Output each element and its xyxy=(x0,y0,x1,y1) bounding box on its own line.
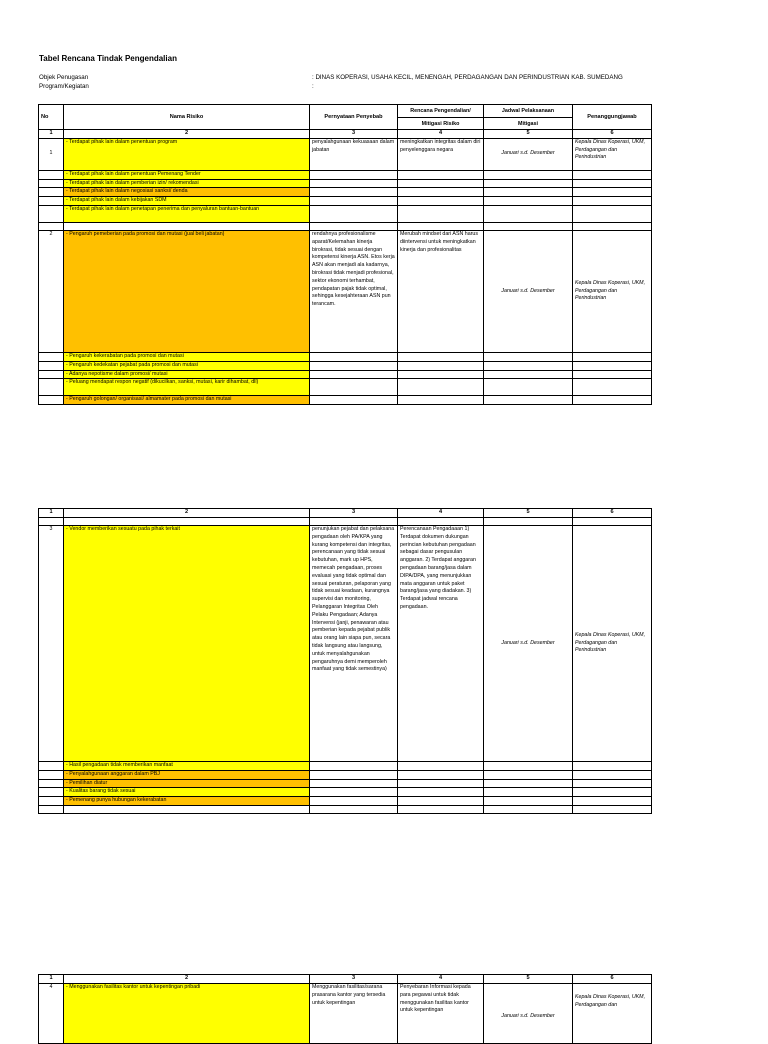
risk-number: 2 xyxy=(39,230,64,352)
colnum: 5 xyxy=(484,130,573,139)
header-rencana-2: Mitigasi Risiko xyxy=(398,118,484,130)
risk-item: - Vendor memberikan sesuatu pada pihak terkait xyxy=(64,526,310,762)
colnum: 3 xyxy=(310,130,398,139)
rencana-cell: Perencanaan Pengadaaan 1) Terdapat dokumen dukungan perincian kebutuhan pengadaan sebagai dasar pengusulan anggaran. 2) Terdapat anggaran pengadaan barang/jasa dalam DIPA/DPA, yang menunjukkan mata anggaran untuk paket barang/jasa yang diadakan. 3) Terdapat jadwal rencana pengadaan. xyxy=(398,526,484,762)
header-rencana-1: Rencana Pengendalian/ xyxy=(398,105,484,118)
table-row xyxy=(39,361,652,370)
penanggungjawab-cell: Kepala Dinas Koperasi, UKM, Perdagangan dan Perindustrian xyxy=(573,138,652,170)
table-row xyxy=(39,197,652,206)
table-row xyxy=(39,222,652,230)
colnum: 2 xyxy=(64,975,310,984)
header-penyebab: Pernyataan Penyebab xyxy=(310,105,398,130)
header-jadwal-2: Mitigasi xyxy=(484,118,573,130)
risk-number: 1 xyxy=(39,138,64,170)
colnum: 2 xyxy=(64,509,310,518)
risk-item: - Pengaruh kekerabatan pada promosi dan mutasi xyxy=(64,352,310,361)
jadwal-cell: Januari s.d. Desember xyxy=(484,526,573,762)
table-row xyxy=(39,370,652,379)
colnum: 6 xyxy=(573,975,652,984)
risk-number: 3 xyxy=(39,526,64,762)
header-nama-risiko: Nama Risiko xyxy=(64,105,310,130)
risk-item: - Kualitas barang tidak sesuai xyxy=(64,788,310,797)
colnum: 3 xyxy=(310,509,398,518)
jadwal-cell: Januari s.d. Desember xyxy=(484,138,573,170)
table-row xyxy=(39,188,652,197)
penyebab-cell: Menggunakan fasilitas/sarana prasarana kantor yang tersedia untuk kepentingan xyxy=(310,984,398,1044)
rencana-cell: Penyebaran Informasi kepada para pegawai untuk tidak menggunakan fasilitas kantor untuk kepentingan xyxy=(398,984,484,1044)
program-value: : xyxy=(312,83,314,90)
program-label: Program/Kegiatan xyxy=(39,83,89,90)
table-row xyxy=(39,352,652,361)
risk-item: - Terdapat pihak lain dalam penentuan Pemenang Tender xyxy=(64,170,310,179)
objek-value: : DINAS KOPERASI, USAHA KECIL, MENENGAH, PERDAGANGAN DAN PERINDUSTRIAN KAB. SUMEDANG xyxy=(312,74,623,81)
table-row xyxy=(39,770,652,779)
rencana-cell: Merubah mindset dari ASN harus diintervensi untuk meningkatkan kinerja dan profesionalitas xyxy=(398,230,484,352)
table-row xyxy=(39,805,652,813)
risk-number: 4 xyxy=(39,984,64,1044)
colnum: 1 xyxy=(39,130,64,139)
risk-item: - Pemilihan diatur xyxy=(64,779,310,788)
document-title: Tabel Rencana Tindak Pengendalian xyxy=(39,54,177,63)
risk-item: - Peluang mendapat respon negatif (dikucilkan, sanksi, mutasi, karir dihambat, dll) xyxy=(64,379,310,396)
colnum: 5 xyxy=(484,509,573,518)
risk-table-2 xyxy=(38,508,652,814)
colnum: 3 xyxy=(310,975,398,984)
risk-item: - Terdapat pihak lain dalam penetapan penerima dan penyaluran bantuan-bantuan xyxy=(64,205,310,222)
table-row xyxy=(39,138,652,170)
risk-item: - Adanya nepotisme dalam promosi/ mutasi xyxy=(64,370,310,379)
risk-table-3 xyxy=(38,974,652,1044)
jadwal-cell: Januari s.d. Desember xyxy=(484,984,573,1044)
colnum: 2 xyxy=(64,130,310,139)
table-row xyxy=(39,230,652,352)
penanggungjawab-cell: Kepala Dinas Koperasi, UKM, Perdagangan dan Perindustrian xyxy=(573,526,652,762)
risk-item: - Penyalahgunaan anggaran dalam PBJ xyxy=(64,770,310,779)
risk-item: - Terdapat pihak lain dalam penentuan program xyxy=(64,138,310,170)
jadwal-cell: Januari s.d. Desember xyxy=(484,230,573,352)
penanggungjawab-cell: Kepala Dinas Koperasi, UKM, Perdagangan dan xyxy=(573,984,652,1044)
penyebab-cell: penyalahgunaan kekuasaan dalam jabatan xyxy=(310,138,398,170)
table-row xyxy=(39,779,652,788)
table-row xyxy=(39,179,652,188)
table-row xyxy=(39,518,652,526)
header-no: No xyxy=(39,105,64,130)
risk-item: - Pemenang punya hubungan kekerabatan xyxy=(64,797,310,806)
risk-item: - Terdapat pihak lain dalam negosiasi sanksi/ denda xyxy=(64,188,310,197)
table-row xyxy=(39,797,652,806)
table-row xyxy=(39,788,652,797)
column-number-row xyxy=(39,130,652,139)
table-row xyxy=(39,379,652,396)
colnum: 1 xyxy=(39,509,64,518)
risk-item: - Hasil pengadaan tidak memberikan manfaat xyxy=(64,762,310,771)
header-jadwal-1: Jadwal Pelaksanaan xyxy=(484,105,573,118)
rencana-cell: meningkatkan integritas dalam diri penyelenggara negara xyxy=(398,138,484,170)
colnum: 4 xyxy=(398,975,484,984)
colnum: 4 xyxy=(398,509,484,518)
risk-table-1 xyxy=(38,104,652,405)
penyebab-cell: rendahnya profesionalisme aparat/Kelemahan kinerja birokrasi, tidak sesuai dengan kompetensi kinerja ASN. Etos kerja ASN akan menjadi ala kadarnya, birokrasi tidak menjadi profesional, sektor ekonomi terhambat, pendapatan pajak tidak optimal, sehingga kesejahteraan ASN pun terancam. xyxy=(310,230,398,352)
colnum: 6 xyxy=(573,509,652,518)
risk-item: - Terdapat pihak lain dalam kebijakan SDM xyxy=(64,197,310,206)
table-row xyxy=(39,526,652,762)
column-number-row xyxy=(39,509,652,518)
colnum: 1 xyxy=(39,975,64,984)
risk-item: - Pengaruh golongan/ organisasi/ almamater pada promosi dan mutasi xyxy=(64,396,310,405)
risk-item: - Pengaruh pemeberian pada promosi dan mutasi (jual beli jabatan) xyxy=(64,230,310,352)
header-penanggungjawab: Penanggungjawab xyxy=(573,105,652,130)
objek-label: Objek Penugasan xyxy=(39,74,89,81)
risk-item: - Menggunakan fasilitas kantor untuk kepentingan pribadi xyxy=(64,984,310,1044)
table-row xyxy=(39,762,652,771)
colnum: 6 xyxy=(573,130,652,139)
penanggungjawab-cell: Kepala Dinas Koperasi, UKM, Perdagangan dan Perindustrian xyxy=(573,230,652,352)
penyebab-cell: penunjukan pejabat dan pelaksana pengadaan oleh PA/KPA yang kurang kompetensi dan integritas, perencanaan yang tidak sesuai kebutuhan, mark up HPS, memecah pengadaan, proses evaluasi yang tidak optimal dan sesuai peraturan, pelaporan yang tidak sesuai keadaan, kurangnya supervisi dan monitoring, Pelanggaran Integritas Oleh Pelaku Pengadaan; Adanya Intervensi (janji, penawaran atau pemberian kepada pejabat publik atau orang lain siapa pun, secara tidak langsung atau langsung, untuk menyalahgunakan pengaruhnya demi memperoleh manfaat yang tidak semestinya) xyxy=(310,526,398,762)
colnum: 4 xyxy=(398,130,484,139)
colnum: 5 xyxy=(484,975,573,984)
table-row xyxy=(39,984,652,1044)
table-row xyxy=(39,205,652,222)
column-number-row xyxy=(39,975,652,984)
risk-item: - Terdapat pihak lain dalam pemberian izin/ rekomendasi xyxy=(64,179,310,188)
table-row xyxy=(39,396,652,405)
table-row xyxy=(39,170,652,179)
risk-item: - Pengaruh kedekatan pejabat pada promosi dan mutasi xyxy=(64,361,310,370)
